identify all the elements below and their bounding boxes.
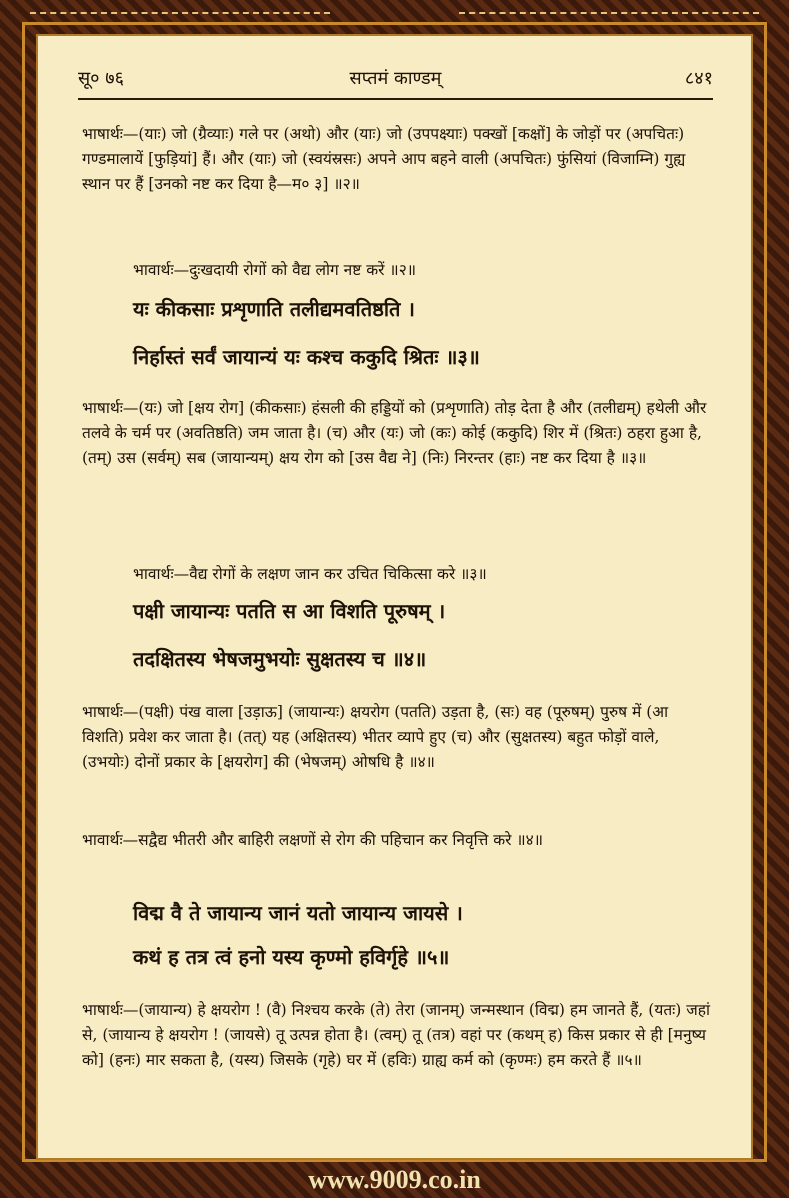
verse-line: यः कीकसाः प्रशृणाति तलीद्यमवतिष्ठति । <box>133 297 415 321</box>
meaning-paragraph: भावार्थः—सद्वैद्य भीतरी और बाहिरी लक्षणों से रोग की पहिचान कर निवृत्ति करे ॥४॥ <box>82 831 544 849</box>
verse-line: पक्षी जायान्यः पतति स आ विशति पूरुषम् । <box>133 599 446 623</box>
page-number: ८४१ <box>684 68 713 89</box>
page-header <box>78 66 713 92</box>
verse-line: कथं ह तत्र त्वं हनो यस्य कृण्मो हविर्गृहे ॥५॥ <box>133 945 450 969</box>
translation-paragraph: भाषार्थः—(याः) जो (ग्रैव्याः) गले पर (अथो) और (याः) जो (उपपक्ष्याः) पक्खों [कक्षों] के जोड़ों पर (अपचितः) गण्डमालायें [फुड़ियां] हैं। और (याः) जो (स्वयंस्रसः) अपने आप बहने वाली (अपचितः) फुंसियां (विजाम्नि) गुह्य स्थान पर हैं [उनको नष्ट कर दिया है—म० ३] ॥२॥ <box>82 125 686 193</box>
meaning-paragraph: भावार्थः—वैद्य रोगों के लक्षण जान कर उचित चिकित्सा करे ॥३॥ <box>133 565 487 583</box>
header-rule <box>78 98 713 100</box>
ornament-border <box>30 12 330 20</box>
page-title: सप्तमं काण्डम् <box>349 68 442 89</box>
scanned-page <box>36 34 753 1160</box>
website-footer: www.9009.co.in <box>308 1165 481 1194</box>
verse-line: निर्हास्तं सर्वं जायान्यं यः कश्च ककुदि श्रितः ॥३॥ <box>133 345 480 369</box>
translation-paragraph: भाषार्थः—(पक्षी) पंख वाला [उड़ाऊ] (जायान्यः) क्षयरोग (पतति) उड़ता है, (सः) वह (पूरुषम्) पुरुष में (आ विशति) प्रवेश कर जाता है। (तत्) यह (अक्षितस्य) भीतर व्यापे हुए (च) और (सुक्षतस्य) बहुत फोड़ों वाले, (उभयोः) दोनों प्रकार के [क्षयरोग] की (भेषजम्) ओषधि है ॥४॥ <box>82 703 669 771</box>
verse-line: तदक्षितस्य भेषजमुभयोः सुक्षतस्य च ॥४॥ <box>133 647 427 671</box>
meaning-paragraph: भावार्थः—दुःखदायी रोगों को वैद्य लोग नष्ट करें ॥२॥ <box>133 261 417 279</box>
translation-paragraph: भाषार्थः—(जायान्य) हे क्षयरोग ! (वै) निश्चय करके (ते) तेरा (जानम्) जन्मस्थान (विद्म) हम जानते हैं, (यतः) जहां से, (जायान्य हे क्षयरोग ! (जायसे) तू उत्पन्न होता है। (त्वम्) तू (तत्र) वहां पर (कथम् ह) किस प्रकार से ही [मनुष्य को] (हनः) मार सकता है, (यस्य) जिसके (गृहे) घर में (हविः) ग्राह्य कर्म को (कृण्मः) हम करते हैं ॥५॥ <box>82 1001 711 1069</box>
verse-line: विद्म वै ते जायान्य जानं यतो जायान्य जायसे । <box>133 901 463 925</box>
translation-paragraph: भाषार्थः—(यः) जो [क्षय रोग] (कीकसाः) हंसली की हड्डियों को (प्रशृणाति) तोड़ देता है और (तलीद्यम्) हथेली और तलवे के चर्म पर (अवतिष्ठति) जम जाता है। (च) और (यः) जो (कः) कोई (ककुदि) शिर में (श्रितः) ठहरा हुआ है, (तम्) उस (सर्वम्) सब (जायान्यम्) क्षय रोग को [उस वैद्य ने] (निः) निरन्तर (हाः) नष्ट कर दिया है ॥३॥ <box>82 399 707 467</box>
ornament-border <box>459 12 759 20</box>
sutra-number: सू० ७६ <box>78 68 124 89</box>
